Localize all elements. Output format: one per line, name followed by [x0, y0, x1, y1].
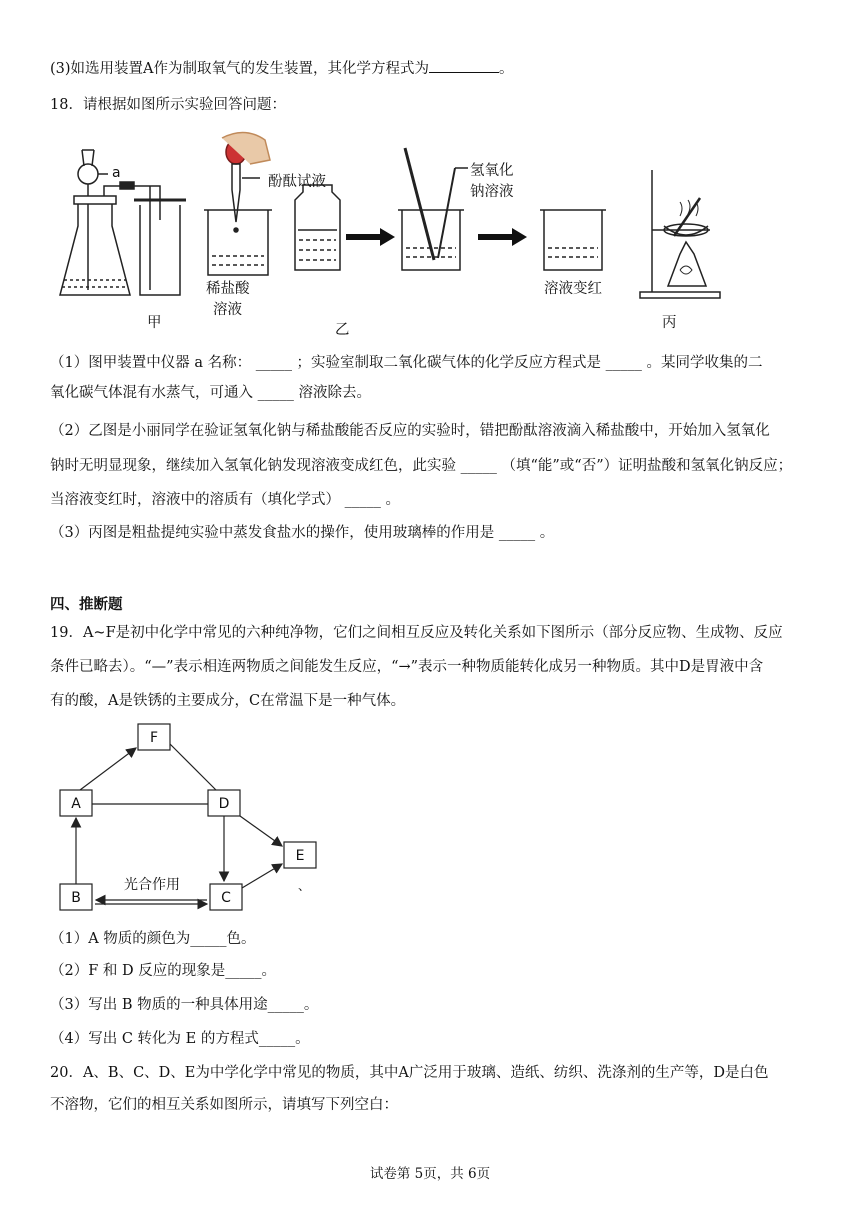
q18-p3: （3）丙图是粗盐提纯实验中蒸发食盐水的操作，使用玻璃棒的作用是 _____ 。 — [50, 525, 555, 541]
q18-p1-line1: （1）图甲装置中仪器 a 名称： _____ ；实验室制取二氧化碳气体的化学反应方程式是 _____ 。某同学收集的二 — [50, 355, 763, 371]
dropper-2 — [438, 168, 455, 258]
label-a: a — [112, 165, 121, 181]
q19-line2: 条件已略去）。“—”表示相连两物质之间能发生反应，“→”表示一种物质能转化成另一种物质。其中D是胃液中含 — [50, 659, 764, 675]
apparatus-yi-beaker3 — [540, 210, 606, 270]
label-phenol: 酚酞试液 — [268, 174, 326, 190]
glass-rod — [405, 148, 434, 260]
apparatus-yi-beaker2 — [398, 148, 468, 270]
funnel-bulb — [78, 164, 98, 184]
apparatus-yi-beaker1 — [204, 132, 272, 275]
apparatus-yi-bottle — [295, 185, 340, 270]
mark: 、 — [297, 879, 311, 893]
q18-p1-line2: 氧化碳气体混有水蒸气，可通入 _____ 溶液除去。 — [50, 385, 371, 401]
label-naoh-2: 钠溶液 — [470, 184, 514, 200]
node-c: C — [221, 890, 231, 906]
node-e: E — [295, 848, 305, 864]
q19-s1: （1）A 物质的颜色为_____色。 — [50, 931, 256, 947]
node-f: F — [149, 730, 159, 746]
q18-intro: 18．请根据如图所示实验回答问题： — [50, 97, 286, 113]
label-jia: 甲 — [147, 315, 162, 331]
arrow-c-e — [242, 864, 282, 888]
q18-p2-line3: 当溶液变红时，溶液中的溶质有（填化学式） _____ 。 — [50, 492, 400, 508]
q18-p2-line1: （2）乙图是小丽同学在验证氢氧化钠与稀盐酸能否反应的实验时，错把酚酞溶液滴入稀盐酸中，开始加入氢氧化 — [50, 423, 770, 439]
label-yi: 乙 — [335, 322, 350, 338]
dropper — [232, 164, 240, 222]
arrow-a-f — [80, 748, 136, 790]
label-photosynthesis: 光合作用 — [124, 877, 180, 893]
label-red: 溶液变红 — [544, 281, 602, 297]
apparatus-bing — [640, 170, 720, 298]
q20-line2: 不溶物，它们的相互关系如图所示，请填写下列空白： — [50, 1097, 398, 1113]
arrow-1 — [346, 228, 395, 246]
answer-blank — [429, 58, 499, 73]
q17-3-line: (3)如选用装置A作为制取氧气的发生装置，其化学方程式为 。 — [50, 58, 820, 80]
q20-line1: 20．A、B、C、D、E为中学化学中常见的物质，其中A广泛用于玻璃、造纸、纺织、洗涤剂的生产等，D是白色 — [50, 1065, 769, 1081]
q18-figure — [50, 130, 790, 340]
node-d: D — [218, 796, 230, 812]
label-hcl-2: 溶液 — [213, 302, 242, 318]
page-footer: 试卷第 5页，共 6页 — [369, 1166, 491, 1182]
node-a: A — [71, 796, 81, 812]
arrow-2 — [478, 228, 527, 246]
apparatus-jia — [60, 150, 186, 295]
node-b: B — [71, 890, 81, 906]
q19-s2: （2）F 和 D 反应的现象是_____。 — [50, 963, 276, 979]
q19-s3: （3）写出 B 物质的一种具体用途_____。 — [50, 997, 319, 1013]
q19-line3: 有的酸，A是铁锈的主要成分，C在常温下是一种气体。 — [50, 693, 406, 709]
q19-line1: 19．A~F是初中化学中常见的六种纯净物，它们之间相互反应及转化关系如下图所示（部分反应物、生成物、反应 — [50, 625, 783, 641]
alcohol-lamp — [668, 242, 706, 286]
q17-3-text: (3)如选用装置A作为制取氧气的发生装置，其化学方程式为 — [50, 61, 430, 77]
q19-s4: （4）写出 C 转化为 E 的方程式_____。 — [50, 1031, 310, 1047]
q18-p2-line2: 钠时无明显现象，继续加入氢氧化钠发现溶液变成红色，此实验 _____ （填“能”或“否”）证明盐酸和氢氧化钠反应； — [50, 458, 793, 474]
label-bing: 丙 — [662, 315, 677, 331]
line-f-d — [170, 744, 216, 790]
section-title: 四、推断题 — [50, 597, 123, 613]
label-naoh-1: 氢氧化 — [470, 163, 514, 179]
conical-flask — [60, 202, 130, 295]
arrow-d-e — [240, 816, 282, 846]
q19-diagram — [50, 718, 340, 918]
label-hcl-1: 稀盐酸 — [206, 281, 250, 297]
